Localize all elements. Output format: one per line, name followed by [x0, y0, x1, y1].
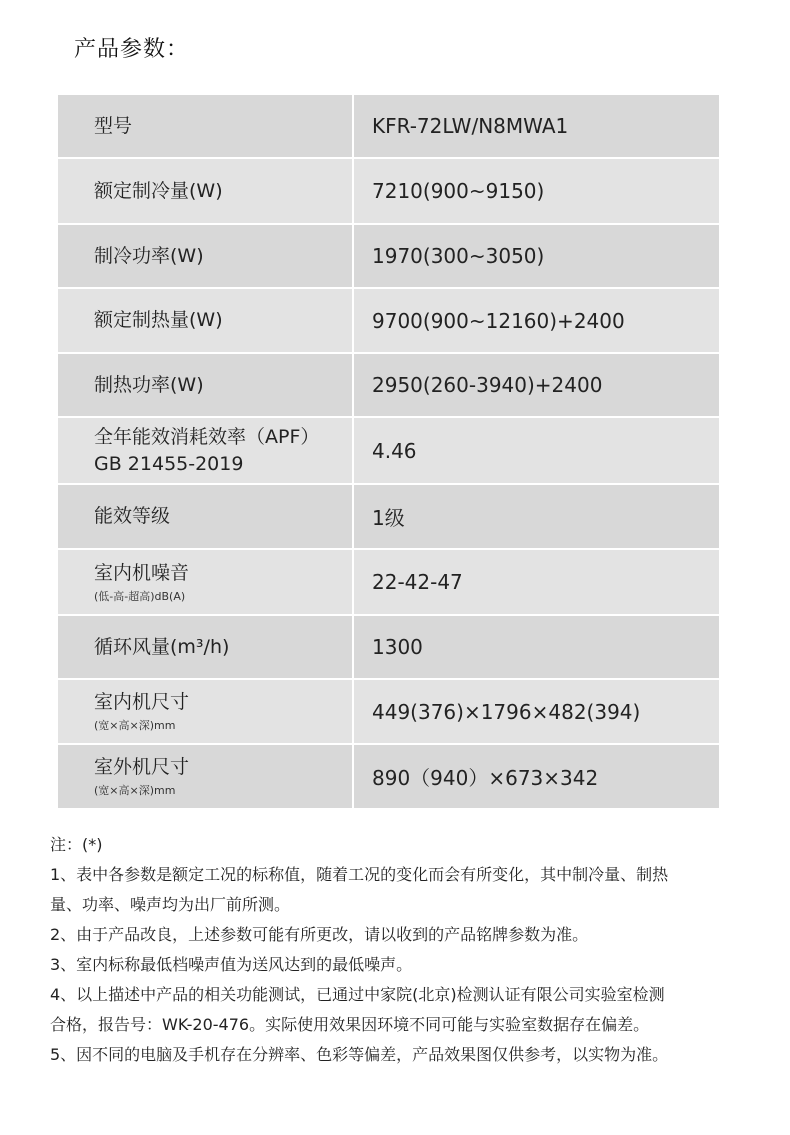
- spec-label-cell: [58, 159, 354, 223]
- spec-row-cooling-power: [58, 225, 719, 287]
- note-line: 量、功率、噪声均为出厂前所测。: [50, 895, 291, 914]
- spec-row-apf: [58, 418, 719, 483]
- spec-label-cell: [58, 354, 354, 416]
- spec-row-airflow: [58, 616, 719, 678]
- spec-label: 室内机噪音: [94, 561, 190, 584]
- note-line: 3、室内标称最低档噪声值为送风达到的最低噪声。: [50, 955, 413, 974]
- spec-row-cooling-capacity: [58, 159, 719, 223]
- spec-label-cell: [58, 616, 354, 678]
- spec-value: 2950(260-3940)+2400: [372, 373, 603, 397]
- spec-label: 制冷功率(W): [94, 244, 204, 267]
- spec-label-cell: [58, 95, 354, 157]
- spec-label: 全年能效消耗效率（APF）: [94, 425, 320, 448]
- spec-label-cell: [58, 289, 354, 352]
- spec-label-cell: [58, 550, 354, 614]
- spec-label: 循环风量(m³/h): [94, 635, 230, 658]
- note-line: 1、表中各参数是额定工况的标称值，随着工况的变化而会有所变化，其中制冷量、制热: [50, 865, 669, 884]
- spec-value: 1级: [372, 506, 405, 530]
- page-title: 产品参数：: [74, 37, 190, 62]
- spec-label-unit: (低-高-超高)dB(A): [94, 589, 186, 603]
- note-line: 5、因不同的电脑及手机存在分辨率、色彩等偏差，产品效果图仅供参考，以实物为准。: [50, 1045, 669, 1064]
- spec-value: 1300: [372, 635, 423, 659]
- spec-value: 22-42-47: [372, 570, 463, 594]
- note-line: 合格，报告号：WK-20-476。实际使用效果因环境不同可能与实验室数据存在偏差。: [50, 1015, 650, 1034]
- spec-row-heating-capacity: [58, 289, 719, 352]
- spec-row-heating-power: [58, 354, 719, 416]
- spec-label-cell: [58, 745, 354, 808]
- notes-section: [50, 830, 740, 1070]
- spec-row-indoor-size: [58, 680, 719, 743]
- spec-label: 额定制冷量(W): [94, 179, 223, 202]
- spec-label-cell: [58, 485, 354, 548]
- spec-value: 7210(900~9150): [372, 179, 545, 203]
- spec-value: 4.46: [372, 438, 417, 463]
- spec-row-efficiency-grade: [58, 485, 719, 548]
- spec-label: 能效等级: [94, 505, 171, 527]
- spec-label: 室外机尺寸: [94, 756, 190, 778]
- spec-row-model: [58, 95, 719, 157]
- spec-value: 890（940）×673×342: [372, 766, 599, 790]
- spec-value: 449(376)×1796×482(394): [372, 699, 641, 724]
- spec-label-cell: [58, 225, 354, 287]
- spec-label-cell: [58, 680, 354, 743]
- note-line: 2、由于产品改良，上述参数可能有所更改，请以收到的产品铭牌参数为准。: [50, 925, 589, 944]
- note-line: 4、以上描述中产品的相关功能测试，已通过中家院(北京)检测认证有限公司实验室检测: [50, 985, 665, 1004]
- spec-label: 制热功率(W): [94, 373, 204, 396]
- spec-label: 额定制热量(W): [94, 309, 223, 331]
- spec-value: KFR-72LW/N8MWA1: [372, 114, 569, 138]
- spec-value: 1970(300~3050): [372, 244, 545, 268]
- spec-label-unit: (宽×高×深)mm: [94, 784, 176, 797]
- spec-label-cell: [58, 418, 354, 483]
- spec-label: 室内机尺寸: [94, 691, 190, 713]
- notes-heading: 注：(*): [50, 835, 103, 854]
- spec-label-unit: (宽×高×深)mm: [94, 719, 176, 732]
- spec-label: 型号: [94, 114, 133, 137]
- spec-label-standard: GB 21455-2019: [94, 452, 244, 475]
- spec-row-outdoor-size: [58, 745, 719, 808]
- spec-value: 9700(900~12160)+2400: [372, 308, 625, 333]
- spec-table: [58, 95, 719, 808]
- spec-row-indoor-noise: [58, 550, 719, 614]
